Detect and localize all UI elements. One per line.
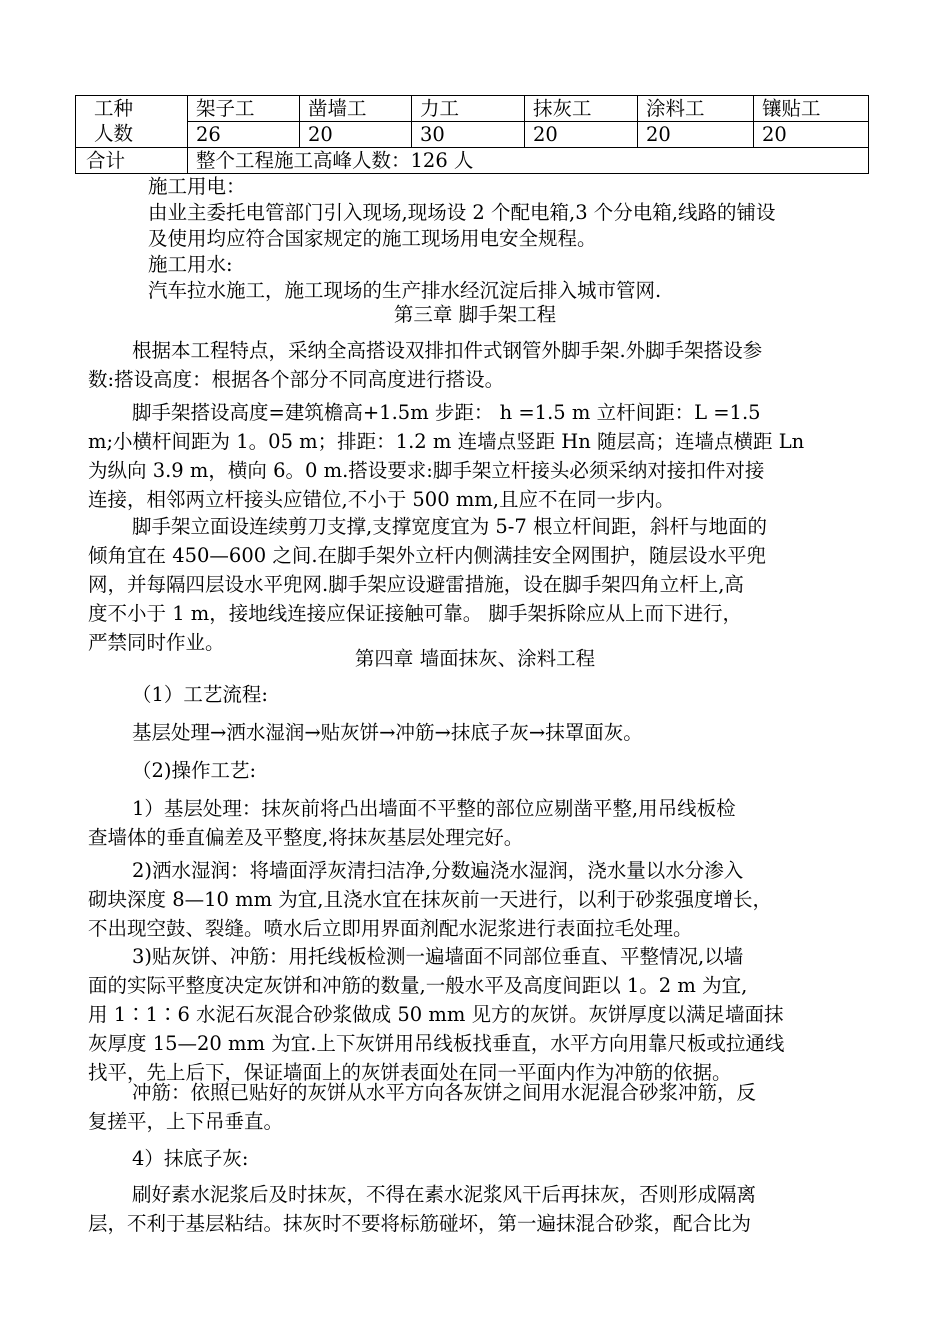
table-cell: 镶贴工 [754,96,869,122]
paragraph [88,942,863,1087]
water-text-line: 汽车拉水施工，施工现场的生产排水经沉淀后排入城市管网. [148,279,662,302]
table-row [76,96,869,122]
table-row [76,122,869,148]
text-line: 根据本工程特点，采纳全高搭设双排扣件式钢管外脚手架.外脚手架搭设参 [132,339,763,362]
table-row [76,148,869,174]
total-label-cell: 合计 [76,148,188,174]
table-cell: 凿墙工 [300,96,412,122]
text-line: 连接，相邻两立杆接头应错位,不小于 500 mm,且应不在同一步内。 [88,488,675,511]
text-line: 冲筋：依照已贴好的灰饼从水平方向各灰饼之间用水泥混合砂浆冲筋，反 [132,1081,757,1104]
text-line: 面的实际平整度决定灰饼和冲筋的数量,一般水平及高度间距以 1。2 m 为宜, [88,974,748,997]
process-flow: 基层处理→洒水湿润→贴灰饼→冲筋→抹底子灰→抹罩面灰。 [132,721,643,744]
text-line: 严禁同时作业。 [88,631,225,654]
table-cell: 力工 [412,96,525,122]
text-line: 找平，先上后下，保证墙面上的灰饼表面处在同一平面内作为冲筋的依据。 [88,1061,732,1084]
table-cell: 20 [754,122,869,148]
text-line: 为纵向 3.9 m，横向 6。0 m.搭设要求:脚手架立杆接头必须采纳对接扣件对接 [88,459,765,482]
text-line: 倾角宜在 450—600 之间.在脚手架外立杆内侧满挂安全网围护，随层设水平兜 [88,544,767,567]
table-cell: 20 [525,122,638,148]
table-cell: 涂料工 [638,96,754,122]
total-text-cell: 整个工程施工高峰人数：126 人 [188,148,869,174]
text-line: 2)洒水湿润：将墙面浮灰清扫洁净,分数遍浇水湿润，浇水量以水分渗入 [132,859,744,882]
table-cell: 26 [188,122,300,148]
table-cell: 30 [412,122,525,148]
water-title: 施工用水: [148,253,233,276]
text-line: m;小横杆间距为 1。05 m；排距：1.2 m 连墙点竖距 Hn 随层高；连墙点横距 Ln [88,430,805,453]
text-line: 不出现空鼓、裂缝。喷水后立即用界面剂配水泥浆进行表面拉毛处理。 [88,917,693,940]
count-label: 人数 [94,122,134,145]
section-heading: 4）抹底子灰: [132,1147,249,1170]
paragraph [88,1078,863,1136]
text-line: 砌块深度 8—10 mm 为宜,且浇水宜在抹灰前一天进行，以利于砂浆强度增长， [88,888,772,911]
text-line: 灰厚度 15—20 mm 为宜.上下灰饼用吊线板找垂直，水平方向用靠尺板或拉通线 [88,1032,785,1055]
paragraph [88,512,863,657]
table-cell: 抹灰工 [525,96,638,122]
section-heading: （2)操作工艺: [132,759,257,782]
text-line: 层，不利于基层粘结。抹灰时不要将标筋碰坏，第一遍抹混合砂浆，配合比为 [88,1212,752,1235]
paragraph [88,856,863,943]
chapter4-title: 第四章 墙面抹灰、涂料工程 [354,647,596,670]
text-line: 数:搭设高度：根据各个部分不同高度进行搭设。 [88,368,505,391]
text-line: 刷好素水泥浆后及时抹灰，不得在素水泥浆风干后再抹灰，否则形成隔离 [132,1183,757,1206]
text-line: 脚手架搭设高度=建筑檐高+1.5m 步距： h =1.5 m 立杆间距：L =1.5 [132,401,761,424]
row-header-cell [76,96,188,148]
paragraph [88,1180,863,1238]
table-cell: 20 [300,122,412,148]
power-text-line: 由业主委托电管部门引入现场,现场设 2 个配电箱,3 个分电箱,线路的铺设 [148,201,776,224]
text-line: 度不小于 1 m，接地线连接应保证接触可靠。 脚手架拆除应从上而下进行， [88,602,742,625]
text-line: 复搓平，上下吊垂直。 [88,1110,284,1133]
paragraph [88,336,863,394]
chapter3-title: 第三章 脚手架工程 [393,303,557,326]
workers-table [75,95,869,174]
text-line: 网，并每隔四层设水平兜网.脚手架应设避雷措施，设在脚手架四角立杆上,高 [88,573,744,596]
section-heading: （1）工艺流程: [132,683,268,706]
power-title: 施工用电： [148,175,246,198]
text-line: 3)贴灰饼、冲筋：用托线板检测一遍墙面不同部位垂直、平整情况,以墙 [132,945,744,968]
text-line: 脚手架立面设连续剪刀支撑,支撑宽度宜为 5-7 根立杆间距，斜杆与地面的 [132,515,767,538]
table-cell: 架子工 [188,96,300,122]
table-cell: 20 [638,122,754,148]
trade-label: 工种 [94,97,134,120]
text-line: 用 1∶1∶6 水泥石灰混合砂浆做成 50 mm 见方的灰饼。灰饼厚度以满足墙面抹 [88,1003,784,1026]
paragraph [88,794,863,852]
text-line: 1）基层处理：抹灰前将凸出墙面不平整的部位应剔凿平整,用吊线板检 [132,797,736,820]
paragraph [88,398,863,514]
power-text-line: 及使用均应符合国家规定的施工现场用电安全规程。 [148,227,597,250]
text-line: 查墙体的垂直偏差及平整度,将抹灰基层处理完好。 [88,826,524,849]
